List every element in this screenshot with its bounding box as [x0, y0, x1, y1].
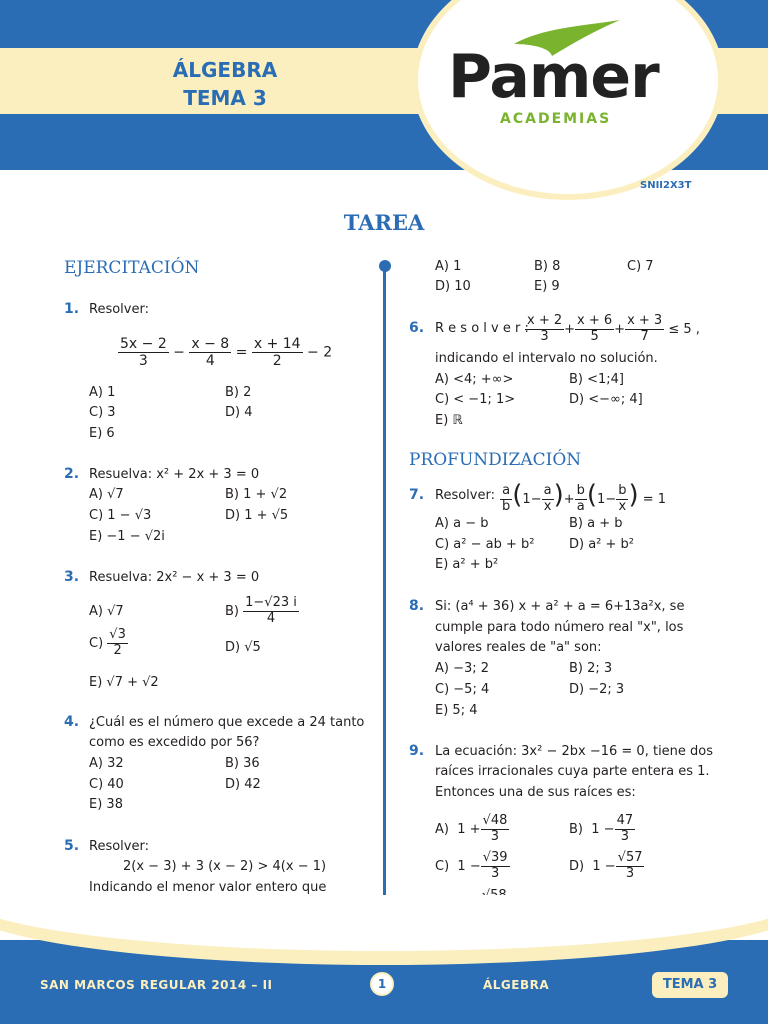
q7-number: 7. — [409, 487, 425, 503]
q8-number: 8. — [409, 598, 425, 614]
q9-line2: raíces irracionales cuya parte entera es 1. — [435, 764, 710, 779]
subject-title: ÁLGEBRA — [172, 58, 278, 82]
q5-line1: Indicando el menor valor entero que — [89, 880, 327, 895]
column-divider — [383, 266, 386, 920]
q9-line3: Entonces una de sus raíces es: — [435, 785, 636, 800]
q8-line2: cumple para todo número real "x", los — [435, 620, 684, 635]
q1-option-e: E) 6 — [89, 426, 115, 441]
q8-line3: valores reales de "a" son: — [435, 640, 602, 655]
q1-prompt: Resolver: — [89, 302, 149, 317]
q2-prompt: Resuelva: x² + 2x + 3 = 0 — [89, 467, 260, 482]
q8-option-e: E) 5; 4 — [435, 703, 478, 718]
q4-option-b: B) 36 — [225, 756, 260, 771]
logo-subtitle: ACADEMIAS — [500, 111, 612, 127]
q8-option-d: D) −2; 3 — [569, 682, 625, 697]
q8-line1: Si: (a⁴ + 36) x + a² + a = 6+13a²x, se — [435, 599, 685, 614]
section-profundizacion: PROFUNDIZACIÓN — [409, 450, 582, 470]
q3-prompt: Resuelva: 2x² − x + 3 = 0 — [89, 570, 260, 585]
page-title: TAREA — [343, 210, 425, 235]
q5-option-a: A) 1 — [435, 259, 462, 274]
q2-option-d: D) 1 + √5 — [225, 508, 289, 523]
q6-option-a: A) <4; +∞> — [435, 372, 514, 387]
q6-number: 6. — [409, 320, 425, 336]
q5-equation: 2(x − 3) + 3 (x − 2) > 4(x − 1) — [123, 859, 327, 874]
q3-option-a: A) √7 — [89, 604, 124, 619]
q4-option-c: C) 40 — [89, 777, 124, 792]
q4-line1: ¿Cuál es el número que excede a 24 tanto — [89, 715, 365, 730]
q6-option-b: B) <1;4] — [569, 372, 625, 387]
q2-option-b: B) 1 + √2 — [225, 487, 288, 502]
q3-option-c: C) $\frac{√3}{2}$ — [89, 627, 126, 658]
q9-line1: La ecuación: 3x² − 2bx −16 = 0, tiene dos — [435, 744, 714, 759]
q5-option-c: C) 7 — [627, 259, 654, 274]
q1-option-b: B) 2 — [225, 385, 252, 400]
q5-prompt: Resolver: — [89, 839, 149, 854]
q6-option-e: E) ℝ — [435, 413, 463, 428]
q7-option-a: A) a − b — [435, 516, 489, 531]
q6-line2: indicando el intervalo no solución. — [435, 351, 658, 366]
document-code: SNII2X3T — [640, 180, 692, 191]
footer-subject: ÁLGEBRA — [483, 978, 550, 992]
q8-option-c: C) −5; 4 — [435, 682, 490, 697]
q9-option-c: C) 1 − $\frac{√39}{3}$ — [435, 850, 508, 881]
q3-number: 3. — [64, 569, 80, 585]
q4-number: 4. — [64, 714, 80, 730]
q7-option-d: D) a² + b² — [569, 537, 635, 552]
q7-option-b: B) a + b — [569, 516, 623, 531]
q3-option-e: E) √7 + √2 — [89, 675, 159, 690]
q2-option-e: E) −1 − √2i — [89, 529, 165, 544]
q6-inequality: $\frac{x + 2}{3}$ + $\frac{x + 6}{5}$ + $\frac{x + 3}{7}$ ≤ 5 , — [527, 313, 700, 344]
q9-option-b: B) 1 − $\frac{47}{3}$ — [569, 813, 634, 844]
q4-option-d: D) 42 — [225, 777, 261, 792]
q1-option-a: A) 1 — [89, 385, 116, 400]
q5-option-b: B) 8 — [534, 259, 561, 274]
footer-topic-badge: TEMA 3 — [652, 972, 728, 998]
q9-option-d: D) 1 − $\frac{√57}{3}$ — [569, 850, 643, 881]
logo-wordmark: Pamer — [448, 42, 659, 112]
q2-option-a: A) √7 — [89, 487, 124, 502]
q1-option-c: C) 3 — [89, 405, 116, 420]
q5-option-d: D) 10 — [435, 279, 471, 294]
q3-option-b: B) $\frac{1-√23 i}{4}$ — [225, 595, 297, 626]
q9-number: 9. — [409, 743, 425, 759]
q1-option-d: D) 4 — [225, 405, 253, 420]
q7-prompt: Resolver: — [435, 488, 495, 503]
q1-equation: $\frac{5x - 2}{3}$ − $\frac{x - 8}{4}$ = $\frac{x + 14}{2}$ − 2 — [120, 336, 333, 370]
topic-title: TEMA 3 — [183, 86, 267, 110]
q2-number: 2. — [64, 466, 80, 482]
q6-option-d: D) <−∞; 4] — [569, 392, 643, 407]
q9-option-a: A) 1 + $\frac{√48}{3}$ — [435, 813, 508, 844]
q8-option-b: B) 2; 3 — [569, 661, 613, 676]
q7-option-c: C) a² − ab + b² — [435, 537, 535, 552]
q4-option-e: E) 38 — [89, 797, 123, 812]
q5-option-e: E) 9 — [534, 279, 560, 294]
q7-option-e: E) a² + b² — [435, 557, 499, 572]
q8-option-a: A) −3; 2 — [435, 661, 490, 676]
q4-line2: como es excedido por 56? — [89, 735, 260, 750]
q5-number: 5. — [64, 838, 80, 854]
page-number: 1 — [370, 972, 394, 996]
q3-option-d: D) √5 — [225, 640, 261, 655]
q6-prompt: R e s o l v e r : — [435, 321, 529, 336]
q4-option-a: A) 32 — [89, 756, 124, 771]
q1-number: 1. — [64, 301, 80, 317]
footer-course: SAN MARCOS REGULAR 2014 – II — [40, 978, 273, 992]
q6-option-c: C) < −1; 1> — [435, 392, 516, 407]
section-ejercitacion: EJERCITACIÓN — [64, 258, 200, 278]
divider-dot-top — [379, 260, 391, 272]
q7-equation: $\frac{a}{b}$ (1− $\frac{a}{x}$ )+ $\frac{b}{a}$ (1− $\frac{b}{x}$ ) = 1 — [502, 480, 667, 514]
q2-option-c: C) 1 − √3 — [89, 508, 152, 523]
